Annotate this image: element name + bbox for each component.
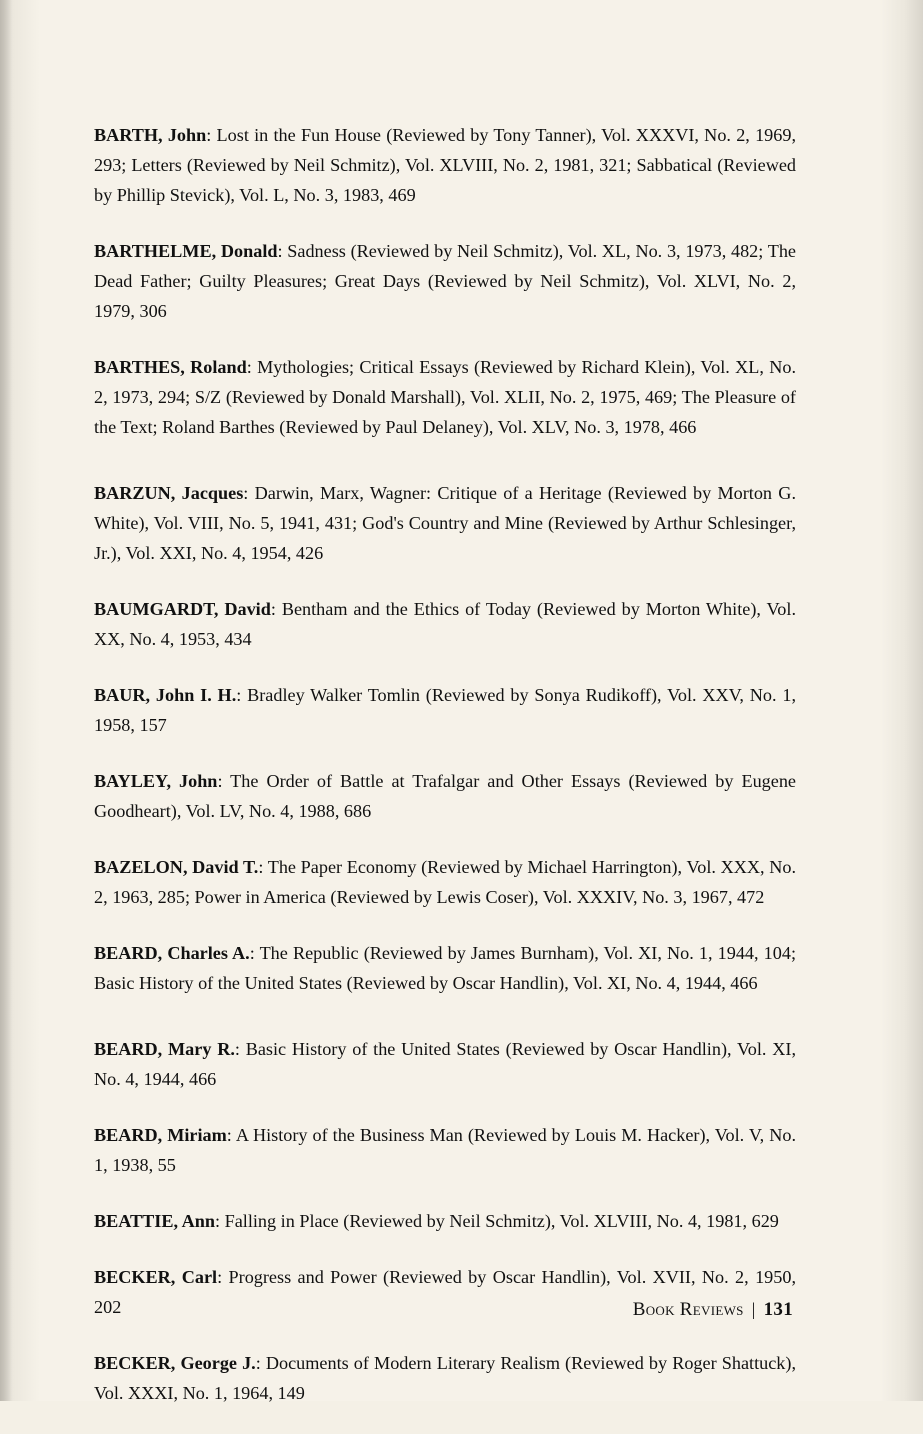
author-name: BAYLEY, John	[94, 771, 218, 791]
entry-text: : Basic History of the United States (Reviewed by Oscar Handlin), Vol. XI, No. 4, 1944, 466	[94, 1039, 796, 1089]
author-name: BAUR, John I. H.	[94, 685, 237, 705]
entry-text: : Sadness (Reviewed by Neil Schmitz), Vol. XL, No. 3, 1973, 482; The Dead Father; Guilty Pleasures; Great Days (Reviewed by Neil Schmitz), Vol. XLVI, No. 2, 1979, 306	[94, 241, 796, 321]
footer-separator: |	[751, 1299, 756, 1319]
index-entry	[94, 1120, 796, 1180]
author-name: BECKER, Carl	[94, 1267, 218, 1287]
author-name: BAZELON, David T.	[94, 857, 259, 877]
entry-text: : The Republic (Reviewed by James Burnham), Vol. XI, No. 1, 1944, 104; Basic History of the United States (Reviewed by Oscar Handlin), Vol. XI, No. 4, 1944, 466	[94, 943, 796, 993]
index-entry	[94, 236, 796, 326]
author-name: BEATTIE, Ann	[94, 1211, 215, 1231]
author-name: BARTHES, Roland	[94, 357, 247, 377]
index-entry	[94, 766, 796, 826]
entry-text: : Bradley Walker Tomlin (Reviewed by Sonya Rudikoff), Vol. XXV, No. 1, 1958, 157	[94, 685, 796, 735]
entry-text: : Progress and Power (Reviewed by Oscar Handlin), Vol. XVII, No. 2, 1950, 202	[94, 1267, 796, 1317]
index-column	[94, 120, 796, 1434]
index-entry	[94, 680, 796, 740]
index-entry	[94, 1348, 796, 1408]
index-entry	[94, 1034, 796, 1094]
author-name: BEARD, Miriam	[94, 1125, 227, 1145]
author-name: BARTH, John	[94, 125, 207, 145]
author-name: BARZUN, Jacques	[94, 483, 244, 503]
author-name: BARTHELME, Donald	[94, 241, 278, 261]
binding-shadow	[0, 0, 12, 1401]
index-entry	[94, 120, 796, 210]
author-name: BECKER, George J.	[94, 1353, 256, 1373]
entry-text: : Mythologies; Critical Essays (Reviewed by Richard Klein), Vol. XL, No. 2, 1973, 294; S/Z (Reviewed by Donald Marshall), Vol. XLII, No. 2, 1975, 469; The Pleasure of the Text; Roland Barthes (Reviewed by Paul Delaney), Vol. XLV, No. 3, 1978, 466	[94, 357, 796, 437]
index-entry	[94, 594, 796, 654]
author-name: BEARD, Charles A.	[94, 943, 250, 963]
entry-text: : A History of the Business Man (Reviewed by Louis M. Hacker), Vol. V, No. 1, 1938, 55	[94, 1125, 796, 1175]
index-entry	[94, 938, 796, 998]
entry-text: : The Paper Economy (Reviewed by Michael Harrington), Vol. XXX, No. 2, 1963, 285; Power in America (Reviewed by Lewis Coser), Vol. XXXIV, No. 3, 1967, 472	[94, 857, 796, 907]
index-entry	[94, 852, 796, 912]
entry-text: : Bentham and the Ethics of Today (Reviewed by Morton White), Vol. XX, No. 4, 1953, 434	[94, 599, 796, 649]
index-entry	[94, 478, 796, 568]
entry-text: : The Order of Battle at Trafalgar and Other Essays (Reviewed by Eugene Goodheart), Vol. LV, No. 4, 1988, 686	[94, 771, 797, 821]
page-number: 131	[763, 1299, 793, 1320]
index-entry	[94, 1206, 796, 1236]
entry-text: : Falling in Place (Reviewed by Neil Schmitz), Vol. XLVIII, No. 4, 1981, 629	[214, 1211, 779, 1231]
running-footer	[633, 1299, 793, 1321]
author-name: BEARD, Mary R.	[94, 1039, 235, 1059]
section-title: Book Reviews	[632, 1299, 744, 1320]
entry-text: : Lost in the Fun House (Reviewed by Tony Tanner), Vol. XXXVI, No. 2, 1969, 293; Letters (Reviewed by Neil Schmitz), Vol. XLVIII, No. 2, 1981, 321; Sabbatical (Reviewed by Phillip Stevick), Vol. L, No. 3, 1983, 469	[94, 125, 796, 205]
entry-text: : Documents of Modern Literary Realism (Reviewed by Roger Shattuck), Vol. XXXI, No. 1, 1964, 149	[94, 1353, 796, 1403]
index-entry	[94, 352, 796, 442]
entry-text: : Darwin, Marx, Wagner: Critique of a Heritage (Reviewed by Morton G. White), Vol. VIII, No. 5, 1941, 431; God's Country and Mine (Reviewed by Arthur Schlesinger, Jr.), Vol. XXI, No. 4, 1954, 426	[94, 483, 796, 563]
author-name: BAUMGARDT, David	[94, 599, 271, 619]
